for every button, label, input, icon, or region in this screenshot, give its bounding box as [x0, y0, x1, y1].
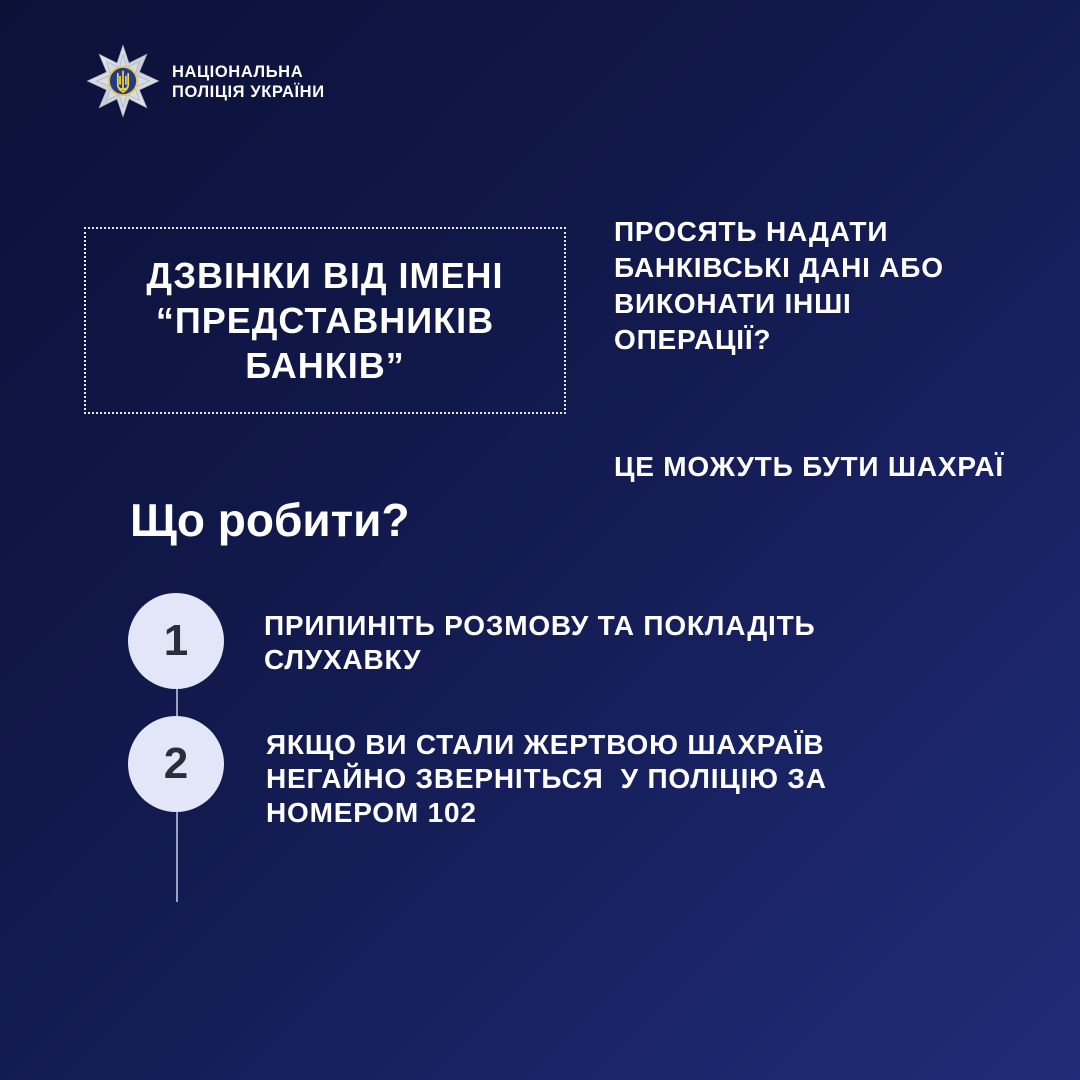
question-text [614, 214, 944, 358]
question-line-3: ВИКОНАТИ ІНШІ [614, 288, 852, 319]
warning-text: ЦЕ МОЖУТЬ БУТИ ШАХРАЇ [614, 451, 1004, 482]
organization-name-line-2: ПОЛІЦІЯ УКРАЇНИ [172, 83, 325, 101]
topic-title-line-1: ДЗВІНКИ ВІД ІМЕНІ [146, 255, 504, 296]
topic-title-line-2: “ПРЕДСТАВНИКІВ [155, 300, 495, 341]
step-1-line-2: СЛУХАВКУ [264, 644, 422, 675]
step-1-number: 1 [163, 616, 189, 665]
step-1-text [264, 609, 815, 677]
step-2-line-3: НОМЕРОМ 102 [266, 797, 477, 828]
step-2-line-2: НЕГАЙНО ЗВЕРНІТЬСЯ У ПОЛІЦІЮ ЗА [266, 763, 827, 794]
question-line-2: БАНКІВСЬКІ ДАНІ АБО [614, 252, 944, 283]
police-star-emblem-icon [86, 44, 160, 118]
step-1-line-1: ПРИПИНІТЬ РОЗМОВУ ТА ПОКЛАДІТЬ [264, 610, 816, 641]
step-2-line-1: ЯКЩО ВИ СТАЛИ ЖЕРТВОЮ ШАХРАЇВ [266, 729, 825, 760]
step-2-number-circle [128, 716, 224, 812]
step-2-number: 2 [163, 739, 189, 788]
organization-name [172, 62, 325, 102]
question-line-1: ПРОСЯТЬ НАДАТИ [614, 216, 889, 247]
step-1-number-circle [128, 593, 224, 689]
topic-box [84, 227, 566, 414]
step-2-text [266, 728, 827, 830]
organization-name-line-1: НАЦІОНАЛЬНА [172, 63, 304, 81]
question-line-4: ОПЕРАЦІЇ? [614, 324, 772, 355]
topic-title [146, 253, 503, 388]
what-to-do-heading: Що робити? [130, 494, 410, 546]
topic-title-line-3: БАНКІВ” [245, 345, 405, 386]
